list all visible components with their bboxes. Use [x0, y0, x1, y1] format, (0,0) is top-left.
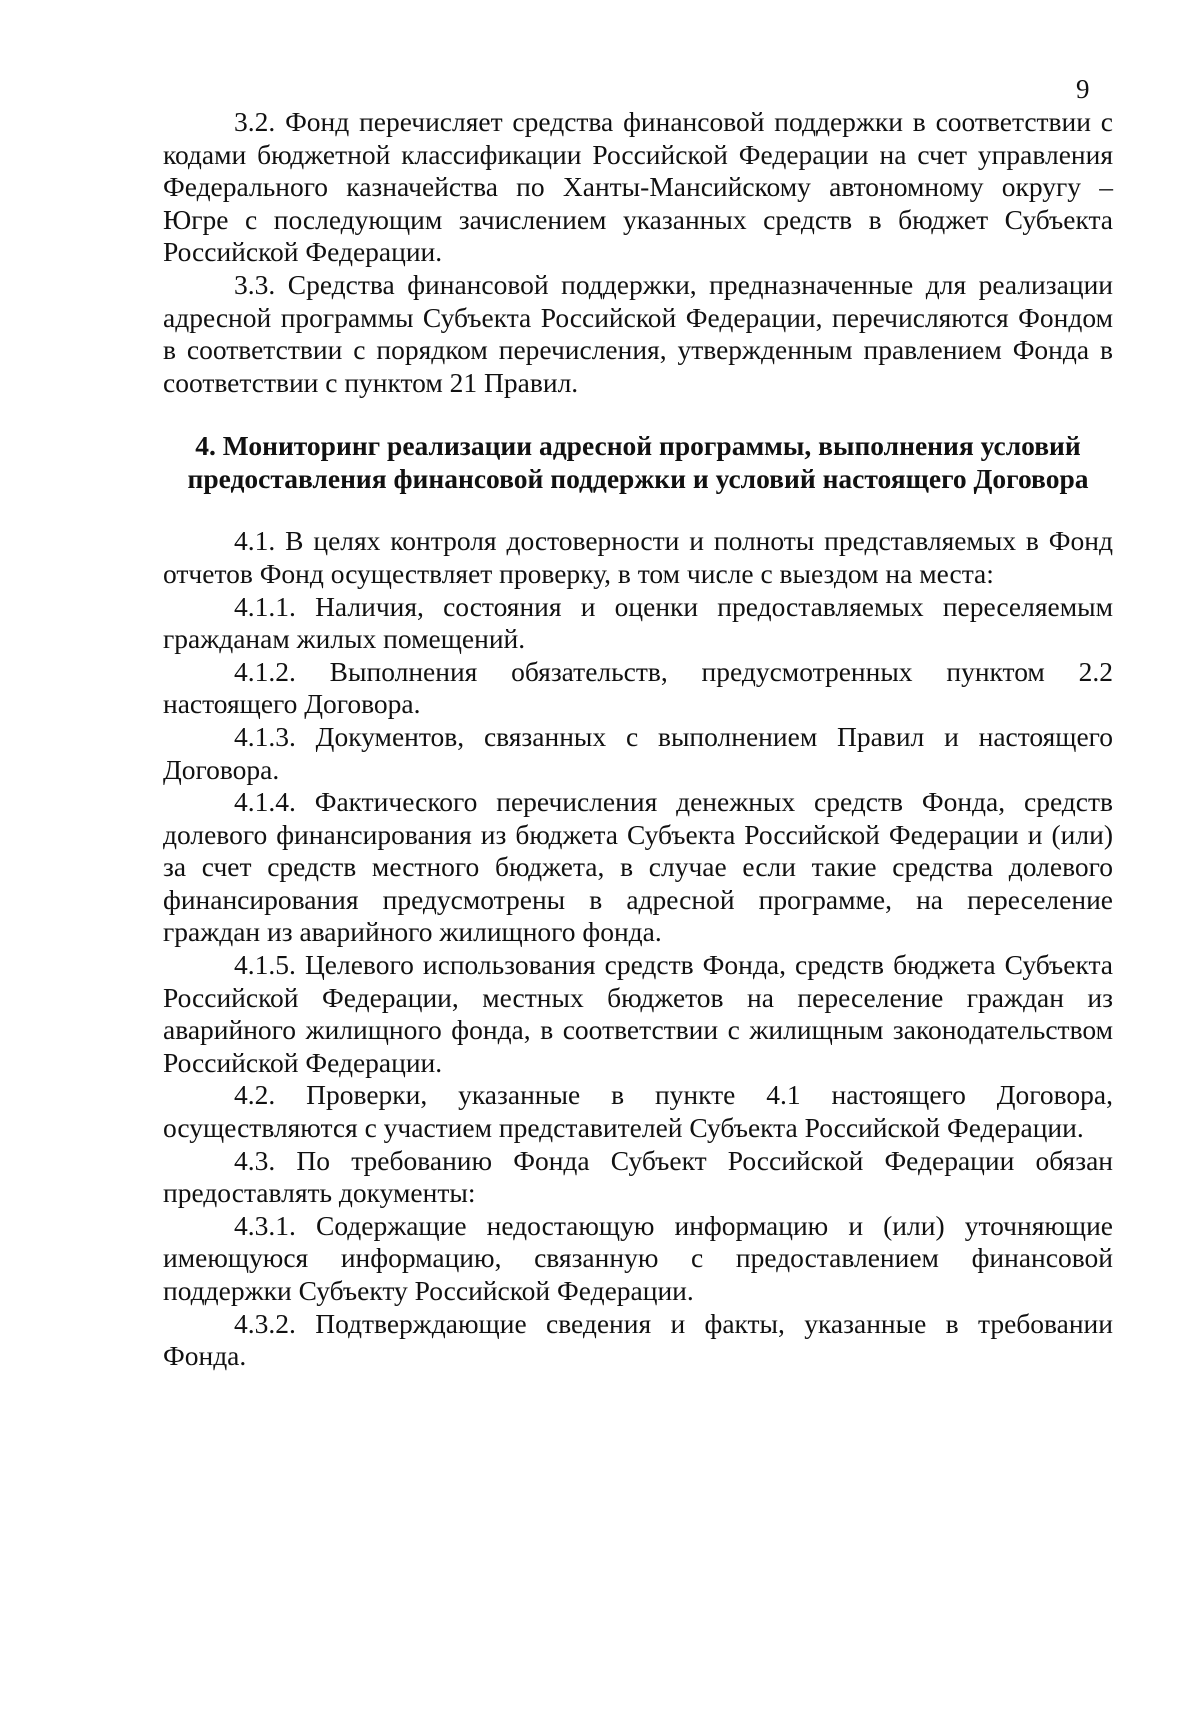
paragraph-4-2: 4.2. Проверки, указанные в пункте 4.1 настоящего Договора, осуществляются с участием представителей Субъекта Российской Федерации. — [163, 1079, 1113, 1144]
spacer — [163, 495, 1113, 525]
paragraph-3-2: 3.2. Фонд перечисляет средства финансовой поддержки в соответствии с кодами бюджетной классификации Российской Федерации на счет управления Федерального казначейства по Ханты-Мансийскому автономному округу – Югре с последующим зачислением указанных средств в бюджет Субъекта Российской Федерации. — [163, 106, 1113, 268]
page-number: 9 — [1076, 74, 1090, 104]
paragraph-4-1-2: 4.1.2. Выполнения обязательств, предусмотренных пунктом 2.2 настоящего Договора. — [163, 655, 1113, 720]
section-heading-4: 4. Мониторинг реализации адресной программы, выполнения условий предоставления финансовой поддержки и условий настоящего Договора — [187, 430, 1089, 495]
paragraph-4-1-3: 4.1.3. Документов, связанных с выполнением Правил и настоящего Договора. — [163, 720, 1113, 785]
paragraph-3-3: 3.3. Средства финансовой поддержки, предназначенные для реализации адресной программы Субъекта Российской Федерации, перечисляются Фондом в соответствии с порядком перечисления, утвержденным правлением Фонда в соответствии с пунктом 21 Правил. — [163, 268, 1113, 398]
document-body — [163, 106, 1113, 1373]
paragraph-4-1-5: 4.1.5. Целевого использования средств Фонда, средств бюджета Субъекта Российской Федерации, местных бюджетов на переселение граждан из аварийного жилищного фонда, в соответствии с жилищным законодательством Российской Федерации. — [163, 949, 1113, 1078]
paragraph-4-3-2: 4.3.2. Подтверждающие сведения и факты, указанные в требовании Фонда. — [163, 1307, 1113, 1372]
paragraph-4-1: 4.1. В целях контроля достоверности и полноты представляемых в Фонд отчетов Фонд осуществляет проверку, в том числе с выездом на места: — [163, 525, 1113, 589]
spacer — [163, 399, 1113, 429]
paragraph-4-3-1: 4.3.1. Содержащие недостающую информацию и (или) уточняющие имеющуюся информацию, связанную с предоставлением финансовой поддержки Субъекту Российской Федерации. — [163, 1209, 1113, 1306]
paragraph-4-3: 4.3. По требованию Фонда Субъект Российской Федерации обязан предоставлять документы: — [163, 1144, 1113, 1209]
paragraph-4-1-4: 4.1.4. Фактического перечисления денежных средств Фонда, средств долевого финансирования из бюджета Субъекта Российской Федерации и (или) за счет средств местного бюджета, в случае если такие средства долевого финансирования предусмотрены в адресной программе, на переселение граждан из аварийного жилищного фонда. — [163, 786, 1113, 948]
paragraph-4-1-1: 4.1.1. Наличия, состояния и оценки предоставляемых переселяемым гражданам жилых помещений. — [163, 590, 1113, 655]
